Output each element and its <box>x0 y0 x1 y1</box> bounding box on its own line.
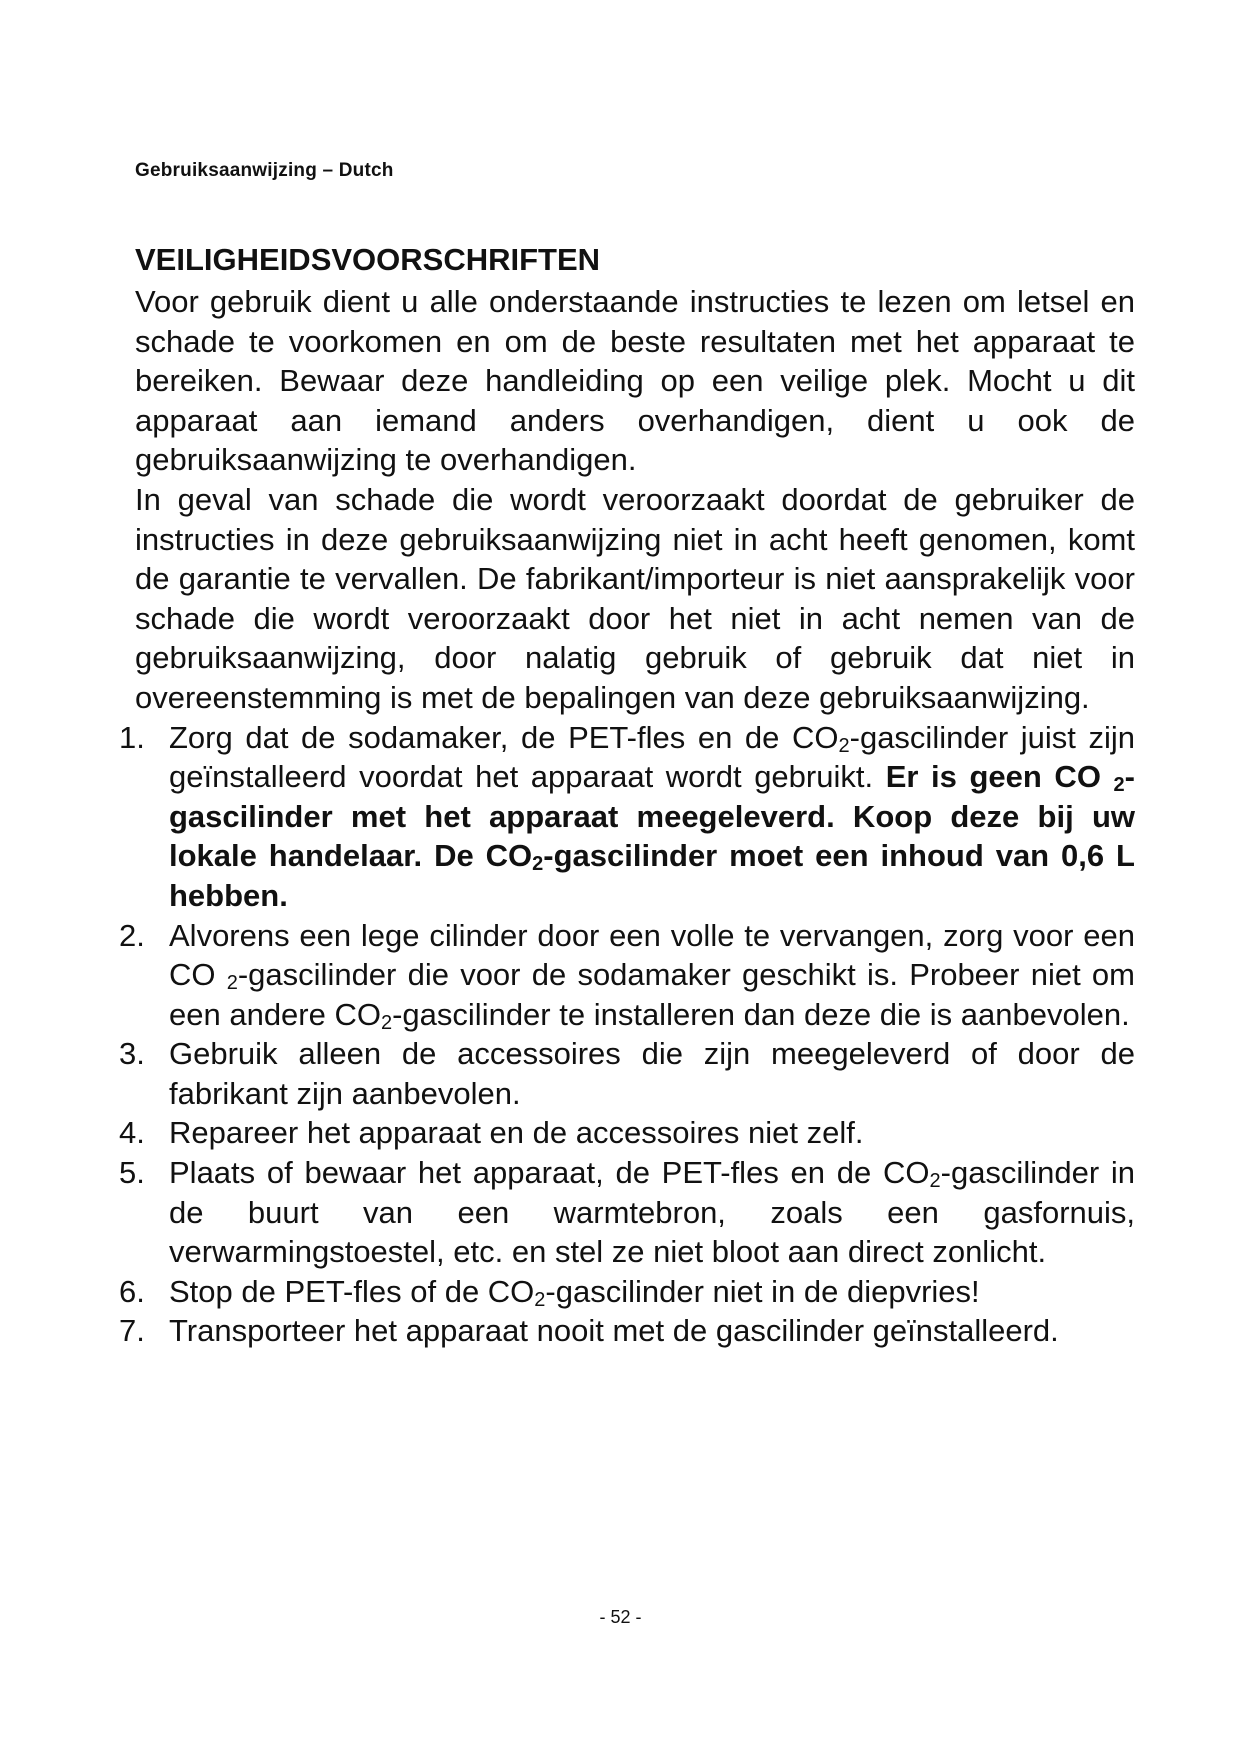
item-text: Repareer het apparaat en de accessoires niet zelf. <box>169 1115 864 1151</box>
section-heading: VEILIGHEIDSVOORSCHRIFTEN <box>135 242 601 277</box>
item-text: -gascilinder niet in de diepvries! <box>545 1273 980 1309</box>
subscript: 2 <box>534 1288 546 1311</box>
item-text: -gascilinder te installeren dan deze die is aanbevolen. <box>392 996 1130 1032</box>
list-item <box>119 1272 1135 1312</box>
language-header: Gebruiksaanwijzing – Dutch <box>135 160 394 181</box>
item-text: Zorg dat de sodamaker, de PET-fles en de CO <box>169 719 839 755</box>
list-item <box>119 1153 1136 1272</box>
subscript: 2 <box>226 972 238 995</box>
list-item <box>119 1311 1135 1351</box>
item-text: Stop de PET-fles of de CO <box>169 1273 535 1309</box>
safety-list <box>119 718 1136 1352</box>
subscript: 2 <box>929 1170 941 1193</box>
subscript: 2 <box>1113 774 1125 797</box>
page-number: - 52 - <box>599 1607 642 1627</box>
safety-section <box>119 238 1136 1351</box>
warranty-paragraph: In geval van schade die wordt veroorzaakt doordat de gebruiker de instructies in deze gebruiksaanwijzing niet in acht heeft genomen, komt de garantie te vervallen. De fabrikant/importeur is niet aansprakelijk voor schade die wordt veroorzaakt door het niet in acht nemen van de gebruiksaanwijzing, door nalatig gebruik of gebruik dat niet in overeenstemming is met de bepalingen van deze gebruiksaanwijzing. <box>135 481 1135 715</box>
list-number: 1. <box>119 719 145 755</box>
item-text: -gascilinder in de buurt van een warmtebron, zoals een gasfornuis, verwarmingstoestel, etc. en stel ze niet bloot aan direct zonlicht. <box>169 1155 1136 1270</box>
subscript: 2 <box>532 853 544 876</box>
list-number: 6. <box>119 1273 145 1309</box>
list-number: 4. <box>119 1115 145 1151</box>
list-number: 7. <box>119 1313 145 1349</box>
list-item <box>119 1113 1135 1153</box>
item-text: -gascilinder juist zijn geïnstalleerd voordat het apparaat wordt gebruikt. <box>169 719 1135 795</box>
list-number: 5. <box>119 1155 145 1191</box>
subscript: 2 <box>380 1011 393 1034</box>
intro-paragraph: Voor gebruik dient u alle onderstaande instructies te lezen om letsel en schade te voorkomen en om de beste resultaten met het apparaat te bereiken. Bewaar deze handleiding op een veilige plek. Mocht u dit apparaat aan iemand anders overhandigen, dient u ook de gebruiksaanwijzing te overhandigen. <box>135 284 1135 478</box>
subscript: 2 <box>838 734 850 757</box>
item-bold-text: -gascilinder moet een inhoud van 0,6 L hebben. <box>169 838 1135 913</box>
item-text: Transporteer het apparaat nooit met de gascilinder geïnstalleerd. <box>169 1313 1059 1349</box>
list-number: 3. <box>119 1036 145 1072</box>
list-item <box>119 916 1135 1035</box>
item-text: Alvorens een lege cilinder door een volle te vervangen, zorg voor een CO <box>169 917 1135 993</box>
list-number: 2. <box>119 917 145 953</box>
item-bold-text: Er is geen CO <box>885 759 1114 795</box>
item-text: Plaats of bewaar het apparaat, de PET-fles en de CO <box>169 1155 930 1191</box>
item-bold-text: -gascilinder met het apparaat meegeleverd. Koop deze bij uw lokale handelaar. De CO <box>169 759 1135 874</box>
list-item <box>119 1034 1135 1113</box>
list-item <box>119 718 1135 916</box>
item-text: Gebruik alleen de accessoires die zijn meegeleverd of door de fabrikant zijn aanbevolen. <box>169 1036 1135 1111</box>
item-text: -gascilinder die voor de sodamaker geschikt is. Probeer niet om een andere CO <box>169 957 1135 1032</box>
